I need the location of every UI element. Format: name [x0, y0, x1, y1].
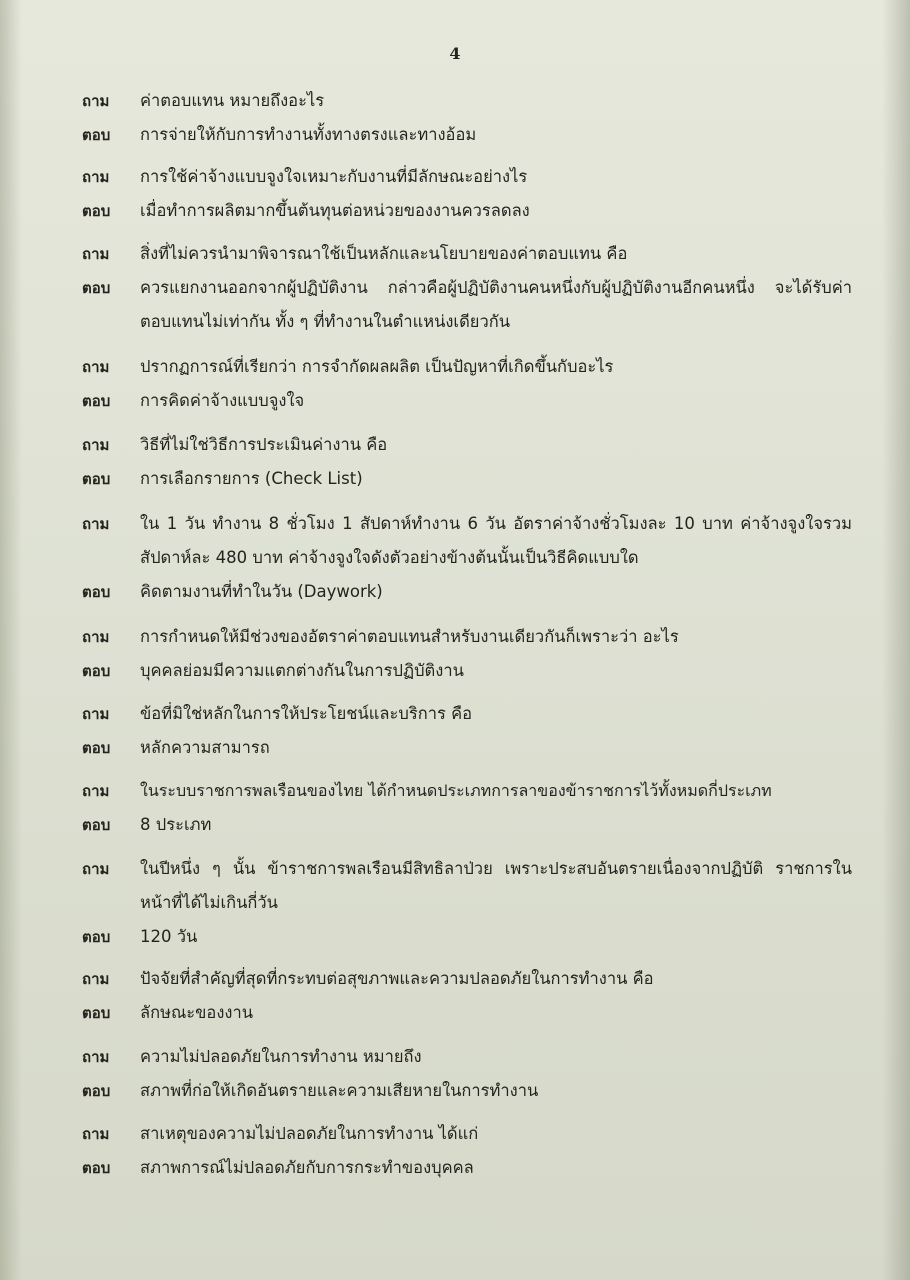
answer-label: ตอบ	[82, 470, 111, 488]
answer-row	[82, 575, 852, 609]
qa-item	[82, 237, 852, 339]
answer-text: สภาพการณ์ไม่ปลอดภัยกับการกระทำของบุคคล	[140, 1158, 474, 1177]
question-text: การกำหนดให้มีช่วงของอัตราค่าตอบแทนสำหรับงานเดียวกันก็เพราะว่า อะไร	[140, 627, 679, 646]
answer-row	[82, 118, 852, 152]
answer-text: สภาพที่ก่อให้เกิดอันตรายและความเสียหายในการทำงาน	[140, 1081, 539, 1100]
qa-item	[82, 697, 852, 765]
answer-row	[82, 271, 852, 339]
answer-label: ตอบ	[82, 583, 111, 601]
question-text: ใน 1 วัน ทำงาน 8 ชั่วโมง 1 สัปดาห์ทำงาน 6 วัน อัตราค่าจ้างชั่วโมงละ 10 บาท ค่าจ้างจูงใจรวมสัปดาห์ละ 480 บาท ค่าจ้างจูงใจดังตัวอย่างข้างต้นนั้นเป็นวิธีคิดแบบใด	[140, 514, 852, 567]
answer-label: ตอบ	[82, 392, 111, 410]
page-edge-shadow-right	[882, 0, 910, 1280]
question-label: ถาม	[82, 245, 110, 263]
answer-row	[82, 462, 852, 496]
answer-text: คิดตามงานที่ทำในวัน (Daywork)	[140, 582, 383, 601]
qa-item	[82, 160, 852, 228]
qa-item	[82, 962, 852, 1030]
answer-text: เมื่อทำการผลิตมากขึ้นต้นทุนต่อหน่วยของงานควรลดลง	[140, 201, 530, 220]
page-number: 4	[449, 44, 461, 63]
answer-text: 8 ประเภท	[140, 815, 212, 834]
question-row	[82, 237, 852, 271]
question-text: วิธีที่ไม่ใช่วิธีการประเมินค่างาน คือ	[140, 435, 388, 454]
answer-text: ควรแยกงานออกจากผู้ปฏิบัติงาน กล่าวคือผู้ปฏิบัติงานคนหนึ่งกับผู้ปฏิบัติงานอีกคนหนึ่ง จะได้รับค่าตอบแทนไม่เท่ากัน ทั้ง ๆ ที่ทำงานในตำแหน่งเดียวกัน	[140, 278, 852, 331]
answer-label: ตอบ	[82, 739, 111, 757]
answer-label: ตอบ	[82, 1082, 111, 1100]
question-row	[82, 774, 852, 808]
question-text: ค่าตอบแทน หมายถึงอะไร	[140, 91, 325, 110]
answer-text: 120 วัน	[140, 927, 198, 946]
answer-label: ตอบ	[82, 816, 111, 834]
question-label: ถาม	[82, 358, 110, 376]
qa-item	[82, 84, 852, 152]
question-label: ถาม	[82, 782, 110, 800]
question-text: สาเหตุของความไม่ปลอดภัยในการทำงาน ได้แก่	[140, 1124, 479, 1143]
question-label: ถาม	[82, 628, 110, 646]
answer-text: ลักษณะของงาน	[140, 1003, 253, 1022]
answer-label: ตอบ	[82, 662, 111, 680]
question-row	[82, 620, 852, 654]
answer-row	[82, 384, 852, 418]
page-edge-shadow-left	[0, 0, 22, 1280]
qa-item	[82, 428, 852, 496]
question-row	[82, 160, 852, 194]
answer-row	[82, 654, 852, 688]
qa-item	[82, 350, 852, 418]
answer-row	[82, 194, 852, 228]
question-text: ความไม่ปลอดภัยในการทำงาน หมายถึง	[140, 1047, 422, 1066]
answer-row	[82, 996, 852, 1030]
question-row	[82, 962, 852, 996]
answer-text: การเลือกรายการ (Check List)	[140, 469, 363, 488]
question-text: สิ่งที่ไม่ควรนำมาพิจารณาใช้เป็นหลักและนโยบายของค่าตอบแทน คือ	[140, 244, 628, 263]
answer-label: ตอบ	[82, 1004, 111, 1022]
question-label: ถาม	[82, 515, 110, 533]
qa-item	[82, 507, 852, 609]
question-row	[82, 1117, 852, 1151]
question-text: ปรากฏการณ์ที่เรียกว่า การจำกัดผลผลิต เป็นปัญหาที่เกิดขึ้นกับอะไร	[140, 357, 614, 376]
question-row	[82, 507, 852, 575]
answer-text: บุคคลย่อมมีความแตกต่างกันในการปฏิบัติงาน	[140, 661, 464, 680]
answer-label: ตอบ	[82, 202, 111, 220]
question-text: การใช้ค่าจ้างแบบจูงใจเหมาะกับงานที่มีลักษณะอย่างไร	[140, 167, 528, 186]
answer-label: ตอบ	[82, 1159, 111, 1177]
question-label: ถาม	[82, 1048, 110, 1066]
question-text: ในระบบราชการพลเรือนของไทย ได้กำหนดประเภทการลาของข้าราชการไว้ทั้งหมดกี่ประเภท	[140, 781, 772, 800]
answer-row	[82, 731, 852, 765]
answer-label: ตอบ	[82, 126, 111, 144]
answer-row	[82, 1151, 852, 1185]
question-label: ถาม	[82, 705, 110, 723]
question-row	[82, 428, 852, 462]
answer-row	[82, 920, 852, 954]
question-row	[82, 852, 852, 920]
question-label: ถาม	[82, 92, 110, 110]
qa-item	[82, 852, 852, 954]
question-text: ในปีหนึ่ง ๆ นั้น ข้าราชการพลเรือนมีสิทธิลาป่วย เพราะประสบอันตรายเนื่องจากปฏิบัติ ราชการในหน้าที่ได้ไม่เกินกี่วัน	[140, 859, 852, 912]
qa-item	[82, 774, 852, 842]
qa-item	[82, 620, 852, 688]
question-row	[82, 84, 852, 118]
question-text: ข้อที่มิใช่หลักในการให้ประโยชน์และบริการ คือ	[140, 704, 473, 723]
question-label: ถาม	[82, 436, 110, 454]
qa-item	[82, 1117, 852, 1185]
question-label: ถาม	[82, 860, 110, 878]
answer-label: ตอบ	[82, 279, 111, 297]
answer-row	[82, 1074, 852, 1108]
question-label: ถาม	[82, 1125, 110, 1143]
answer-text: หลักความสามารถ	[140, 738, 270, 757]
question-text: ปัจจัยที่สำคัญที่สุดที่กระทบต่อสุขภาพและความปลอดภัยในการทำงาน คือ	[140, 969, 654, 988]
answer-text: การจ่ายให้กับการทำงานทั้งทางตรงและทางอ้อม	[140, 125, 477, 144]
question-row	[82, 350, 852, 384]
question-row	[82, 1040, 852, 1074]
qa-item	[82, 1040, 852, 1108]
answer-text: การคิดค่าจ้างแบบจูงใจ	[140, 391, 305, 410]
answer-row	[82, 808, 852, 842]
question-label: ถาม	[82, 970, 110, 988]
question-label: ถาม	[82, 168, 110, 186]
answer-label: ตอบ	[82, 928, 111, 946]
question-row	[82, 697, 852, 731]
